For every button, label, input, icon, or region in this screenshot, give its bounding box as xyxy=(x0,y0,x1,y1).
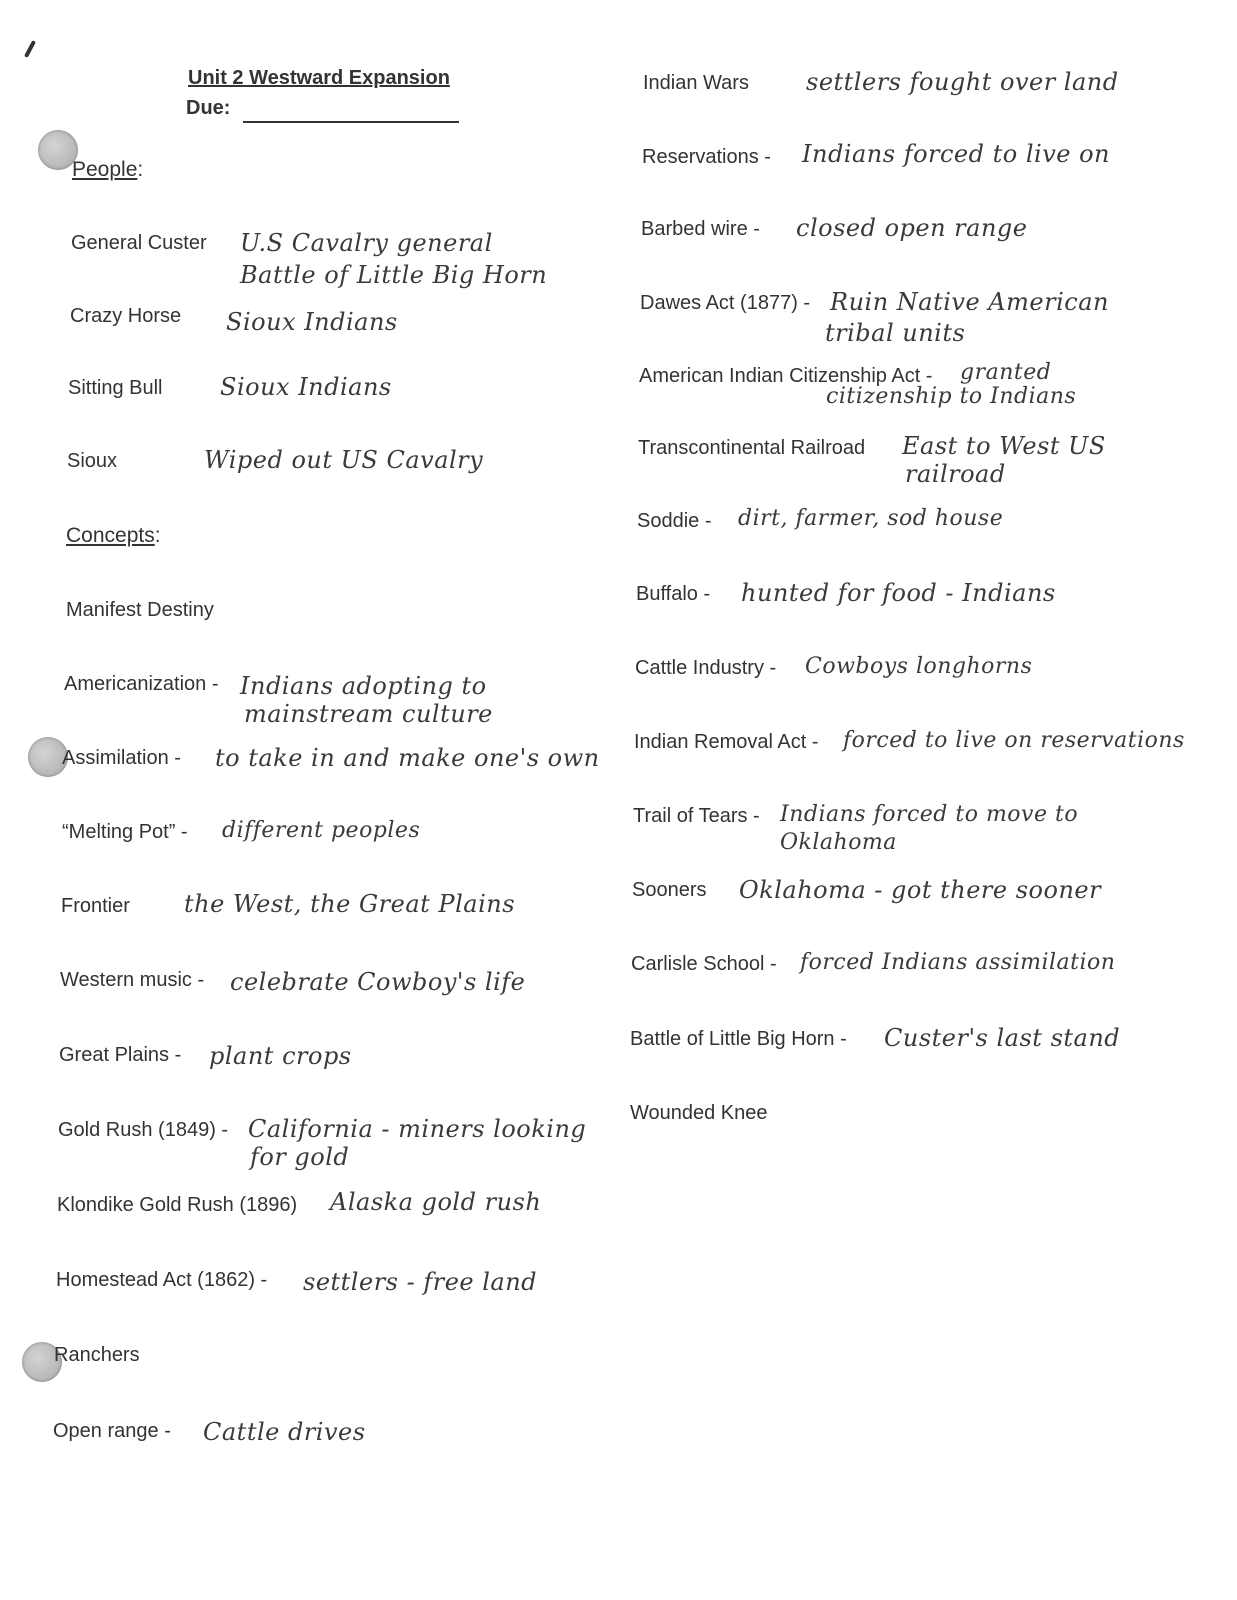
answer-gold-rush-1: California - miners looking xyxy=(248,1115,587,1143)
answer-homestead: settlers - free land xyxy=(303,1268,538,1296)
answer-trail-of-tears-1: Indians forced to move to xyxy=(780,802,1079,827)
answer-citizenship-act-1: granted xyxy=(960,360,1052,385)
term-great-plains: Great Plains - xyxy=(59,1044,182,1066)
due-line xyxy=(243,121,459,123)
answer-indian-removal-act: forced to live on reservations xyxy=(843,728,1185,753)
answer-gold-rush-2: for gold xyxy=(250,1143,350,1171)
answer-klondike: Alaska gold rush xyxy=(330,1188,542,1216)
term-klondike: Klondike Gold Rush (1896) xyxy=(57,1194,298,1216)
pen-mark xyxy=(24,40,36,58)
answer-buffalo: hunted for food - Indians xyxy=(741,579,1056,607)
answer-western-music: celebrate Cowboy's life xyxy=(230,968,526,996)
term-dawes-act: Dawes Act (1877) - xyxy=(640,292,811,314)
term-barbed-wire: Barbed wire - xyxy=(641,218,760,240)
term-sioux: Sioux xyxy=(67,450,118,472)
term-cattle-industry: Cattle Industry - xyxy=(635,657,777,679)
term-buffalo: Buffalo - xyxy=(636,583,711,605)
term-western-music: Western music - xyxy=(60,969,205,991)
answer-transcontinental-railroad-1: East to West US xyxy=(902,432,1106,460)
page-title: Unit 2 Westward Expansion xyxy=(188,67,450,89)
answer-sioux: Wiped out US Cavalry xyxy=(204,446,484,474)
term-americanization: Americanization - xyxy=(64,673,219,695)
answer-assimilation: to take in and make one's own xyxy=(215,744,600,772)
answer-crazy-horse: Sioux Indians xyxy=(226,308,398,336)
term-trail-of-tears: Trail of Tears - xyxy=(633,805,760,827)
term-indian-wars: Indian Wars xyxy=(643,72,749,94)
answer-general-custer-1: U.S Cavalry general xyxy=(240,229,493,257)
term-transcontinental-railroad: Transcontinental Railroad xyxy=(638,437,866,459)
answer-reservations: Indians forced to live on xyxy=(802,140,1110,168)
term-wounded-knee: Wounded Knee xyxy=(630,1102,768,1124)
answer-carlisle-school: forced Indians assimilation xyxy=(800,950,1116,975)
answer-americanization-2: mainstream culture xyxy=(244,700,493,728)
term-sitting-bull: Sitting Bull xyxy=(68,377,163,399)
term-assimilation: Assimilation - xyxy=(62,747,181,769)
answer-little-big-horn: Custer's last stand xyxy=(884,1024,1121,1052)
term-general-custer: General Custer xyxy=(71,232,207,254)
answer-great-plains: plant crops xyxy=(209,1042,352,1070)
answer-dawes-act-1: Ruin Native American xyxy=(830,288,1109,316)
answer-melting-pot: different peoples xyxy=(222,818,421,843)
answer-sooners: Oklahoma - got there sooner xyxy=(739,876,1102,904)
answer-frontier: the West, the Great Plains xyxy=(184,890,516,918)
term-frontier: Frontier xyxy=(61,895,130,917)
answer-indian-wars: settlers fought over land xyxy=(806,68,1119,96)
term-carlisle-school: Carlisle School - xyxy=(631,953,777,975)
answer-cattle-industry: Cowboys longhorns xyxy=(805,654,1033,679)
term-open-range: Open range - xyxy=(53,1420,171,1442)
term-sooners: Sooners xyxy=(632,879,707,901)
term-little-big-horn: Battle of Little Big Horn - xyxy=(630,1028,847,1050)
due-label: Due: xyxy=(186,97,231,119)
answer-transcontinental-railroad-2: railroad xyxy=(905,460,1006,488)
answer-citizenship-act-2: citizenship to Indians xyxy=(826,384,1077,409)
answer-soddie: dirt, farmer, sod house xyxy=(738,506,1004,531)
term-crazy-horse: Crazy Horse xyxy=(70,305,182,327)
term-melting-pot: “Melting Pot” - xyxy=(62,821,188,843)
term-manifest-destiny: Manifest Destiny xyxy=(66,599,214,621)
answer-dawes-act-2: tribal units xyxy=(825,319,966,347)
term-reservations: Reservations - xyxy=(642,146,771,168)
answer-trail-of-tears-2: Oklahoma xyxy=(780,830,897,855)
term-ranchers: Ranchers xyxy=(54,1344,140,1366)
answer-general-custer-2: Battle of Little Big Horn xyxy=(240,261,548,289)
term-gold-rush: Gold Rush (1849) - xyxy=(58,1119,229,1141)
term-soddie: Soddie - xyxy=(637,510,712,532)
answer-barbed-wire: closed open range xyxy=(796,214,1028,242)
concepts-heading: Concepts: xyxy=(66,524,161,547)
term-citizenship-act: American Indian Citizenship Act - xyxy=(639,365,933,387)
answer-americanization-1: Indians adopting to xyxy=(240,672,487,700)
term-homestead: Homestead Act (1862) - xyxy=(56,1269,268,1291)
people-heading: People: xyxy=(72,158,144,181)
answer-sitting-bull: Sioux Indians xyxy=(220,373,392,401)
answer-open-range: Cattle drives xyxy=(203,1418,366,1446)
term-indian-removal-act: Indian Removal Act - xyxy=(634,731,819,753)
